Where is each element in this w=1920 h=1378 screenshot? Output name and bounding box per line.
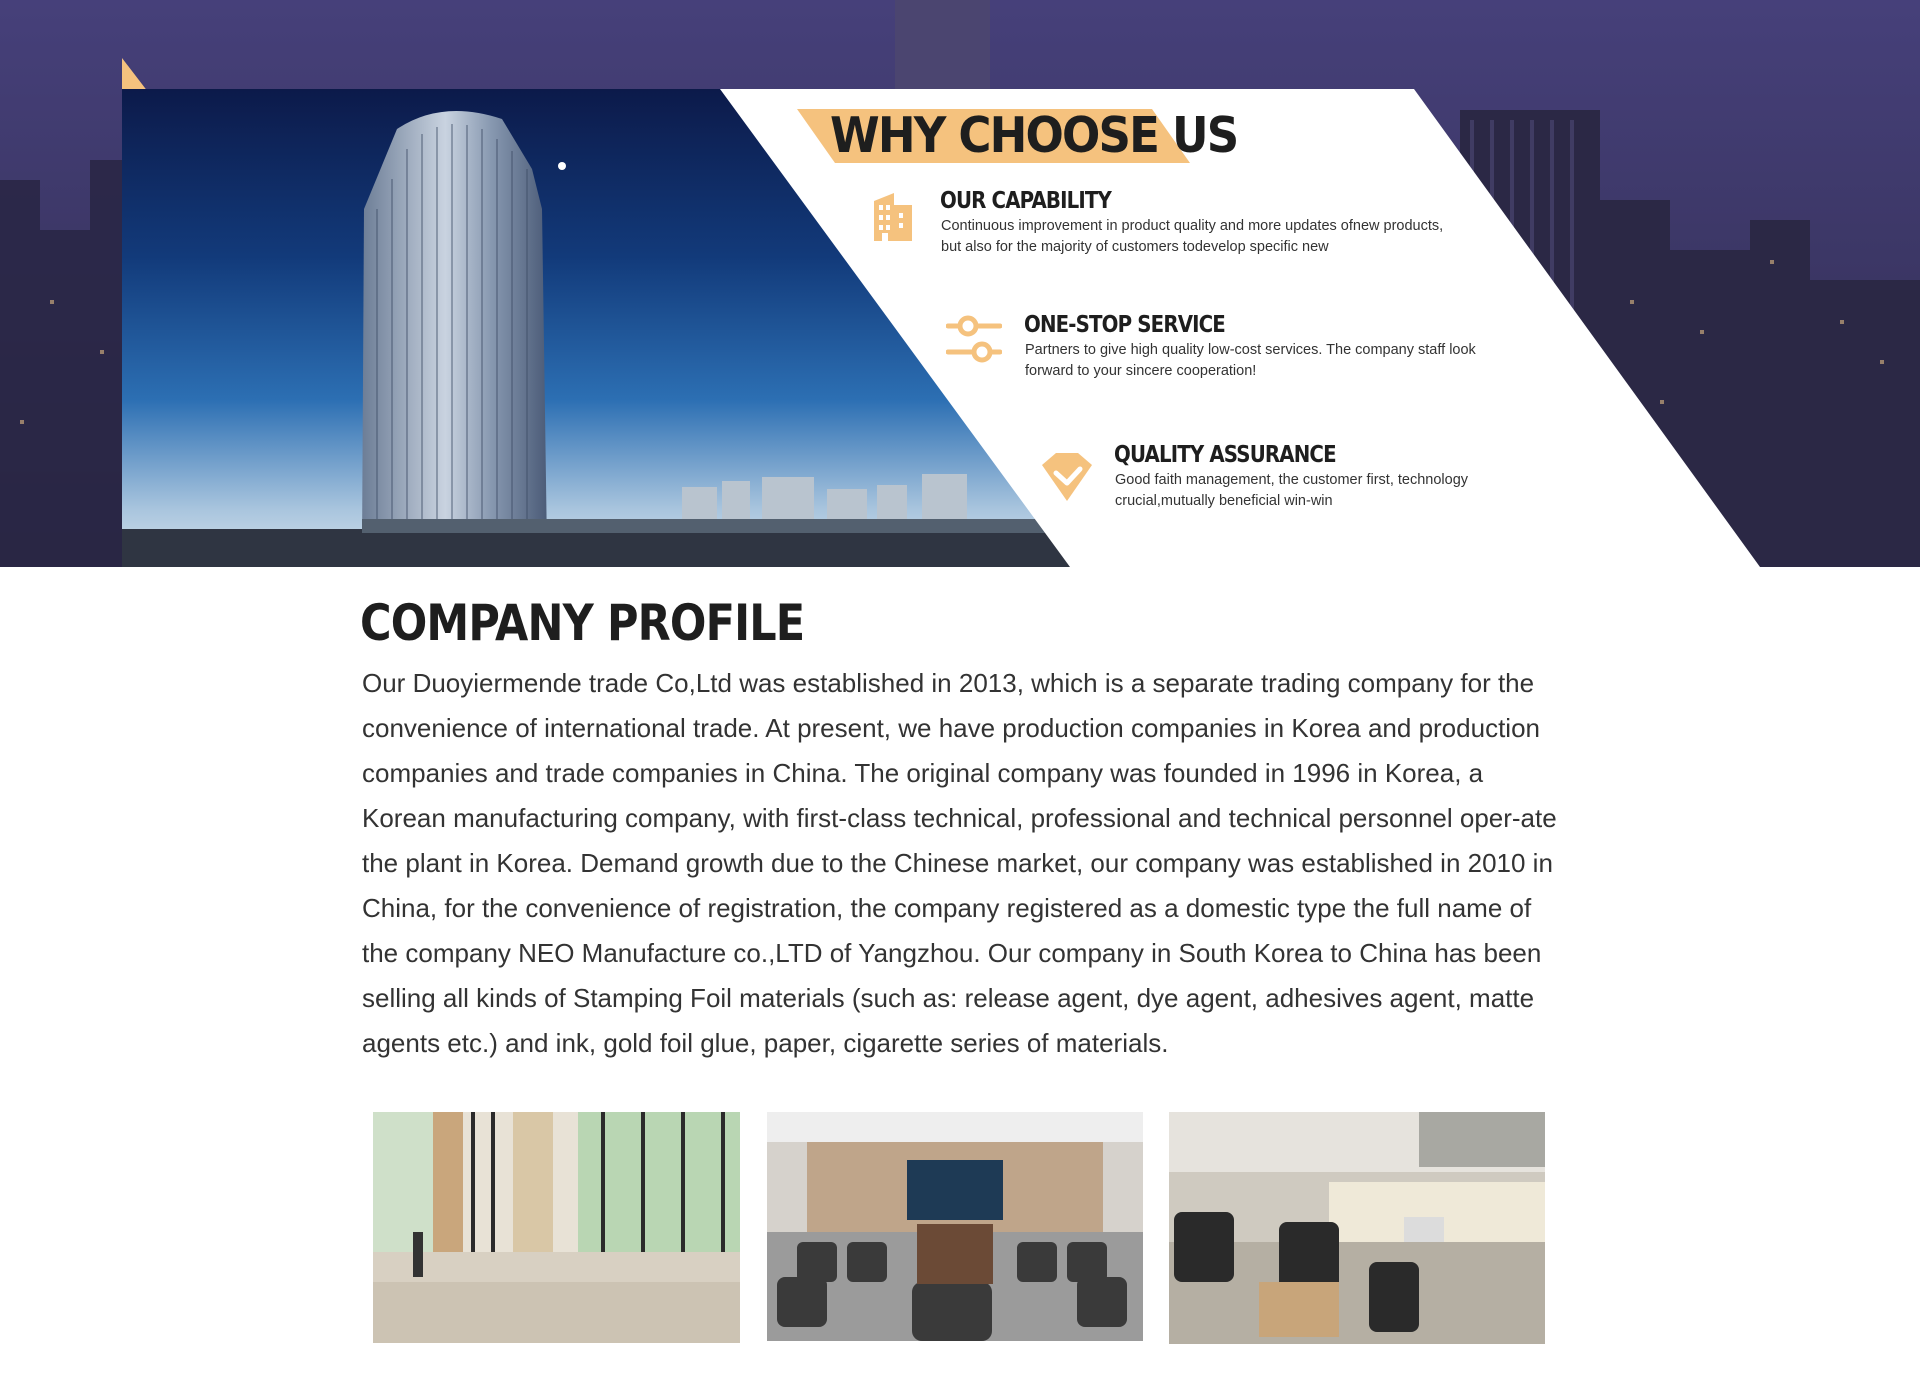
why-choose-us-section	[0, 0, 1920, 567]
feature-description: Good faith management, the customer first, technology crucial,mutually beneficial win-win	[1115, 472, 1469, 509]
lobby-photo	[373, 1112, 740, 1343]
feature-description: Continuous improvement in product quality and more updates ofnew products, but also for the majority of customers todevelop specific new	[941, 218, 1444, 255]
meeting-room-photo	[767, 1112, 1143, 1341]
feature-title: QUALITY ASSURANCE	[1114, 442, 1336, 468]
building-icon	[868, 191, 916, 243]
feature-title: OUR CAPABILITY	[940, 188, 1111, 214]
sliders-icon	[946, 314, 1002, 364]
section-title: WHY CHOOSE US	[830, 107, 1238, 164]
shield-check-icon	[1040, 451, 1094, 503]
feature-description: Partners to give high quality low-cost services. The company staff look forward to your sincere cooperation!	[1025, 342, 1476, 379]
feature-title: ONE-STOP SERVICE	[1024, 312, 1225, 338]
profile-title: COMPANY PROFILE	[360, 594, 805, 652]
office-photo	[1169, 1112, 1545, 1344]
profile-text: Our Duoyiermende trade Co,Ltd was established in 2013, which is a separate trading company for the convenience of international trade. At present, we have production companies in Korea and production companies and trade companies in China. The original company was founded in 1996 in Korea, a Korean manufacturing company, with first-class technical, professional and technical personnel oper-ate the plant in Korea. Demand growth due to the Chinese market, our company was established in 2010 in China, for the convenience of registration, the company registered as a domestic type the full name of the company NEO Manufacture co.,LTD of Yangzhou. Our company in South Korea to China has been selling all kinds of Stamping Foil materials (such as: release agent, dye agent, adhesives agent, matte agents etc.) and ink, gold foil glue, paper, cigarette series of materials.	[362, 668, 1557, 1058]
